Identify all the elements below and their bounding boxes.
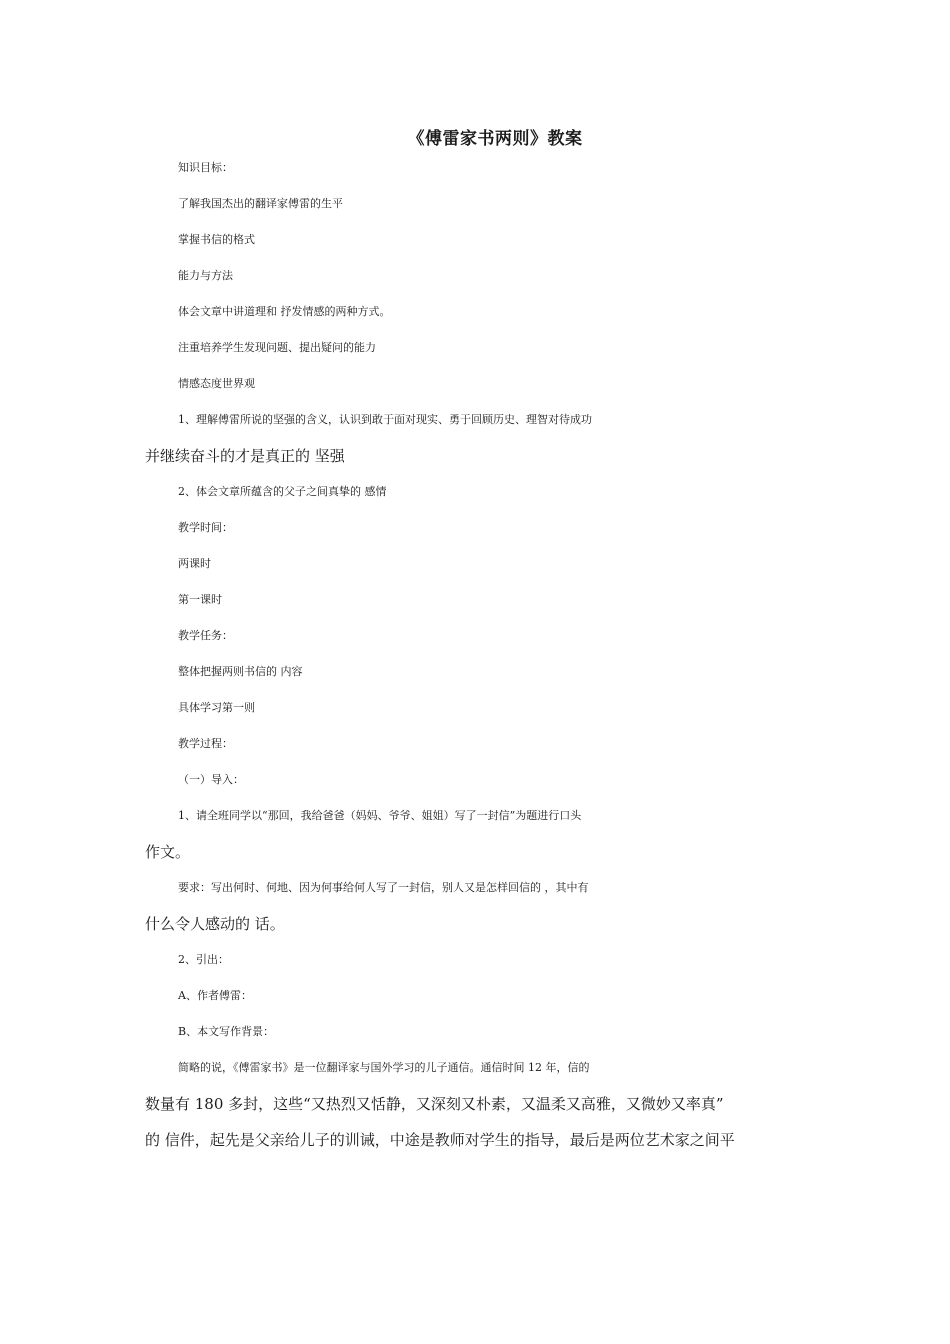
body-line: （一）导入： [178,773,244,786]
body-line: 教学任务： [178,629,233,642]
body-line: B、本文写作背景： [178,1025,275,1038]
body-line: 1、理解傅雷所说的坚强的含义，认识到敢于面对现实、勇于回顾历史、理智对待成功 [178,413,592,426]
body-line: 的 信件，起先是父亲给儿子的训诫，中途是教师对学生的指导，最后是两位艺术家之间平 [145,1131,735,1149]
document-title: 《傅雷家书两则》教案 [407,129,583,149]
body-line: 两课时 [178,557,211,570]
body-line: 注重培养学生发现问题、提出疑问的能力 [178,341,376,354]
body-line: 作文。 [145,843,191,861]
body-line: 数量有 180 多封，这些“又热烈又恬静，又深刻又朴素，又温柔又高雅，又微妙又率真” [145,1095,724,1113]
body-line: 并继续奋斗的才是真正的 坚强 [145,447,345,465]
body-line: 具体学习第一则 [178,701,255,714]
body-line: 2、体会文章所蕴含的父子之间真挚的 感情 [178,485,387,498]
body-line: 掌握书信的格式 [178,233,255,246]
body-line: 2、引出： [178,953,229,966]
body-line: 什么令人感动的 话。 [145,915,285,933]
body-line: 简略的说，《傅雷家书》是一位翻译家与国外学习的儿子通信。通信时间 12 年，信的 [178,1061,590,1074]
body-line: 第一课时 [178,593,222,606]
body-line: 情感态度世界观 [178,377,255,390]
body-line: 知识目标： [178,161,233,174]
body-line: 要求：写出何时、何地、因为何事给何人写了一封信，别人又是怎样回信的 ，其中有 [178,881,589,894]
body-line: 整体把握两则书信的 内容 [178,665,303,678]
body-line: 体会文章中讲道理和 抒发情感的两种方式。 [178,305,391,318]
body-line: 1、请全班同学以“那回，我给爸爸（妈妈、爷爷、姐姐）写了一封信”为题进行口头 [178,809,582,822]
document-body [145,150,810,1158]
body-line: 能力与方法 [178,269,233,282]
body-line: 教学时间： [178,521,233,534]
body-line: 教学过程： [178,737,233,750]
body-line: A、作者傅雷： [178,989,252,1002]
body-line: 了解我国杰出的翻译家傅雷的生平 [178,197,343,210]
